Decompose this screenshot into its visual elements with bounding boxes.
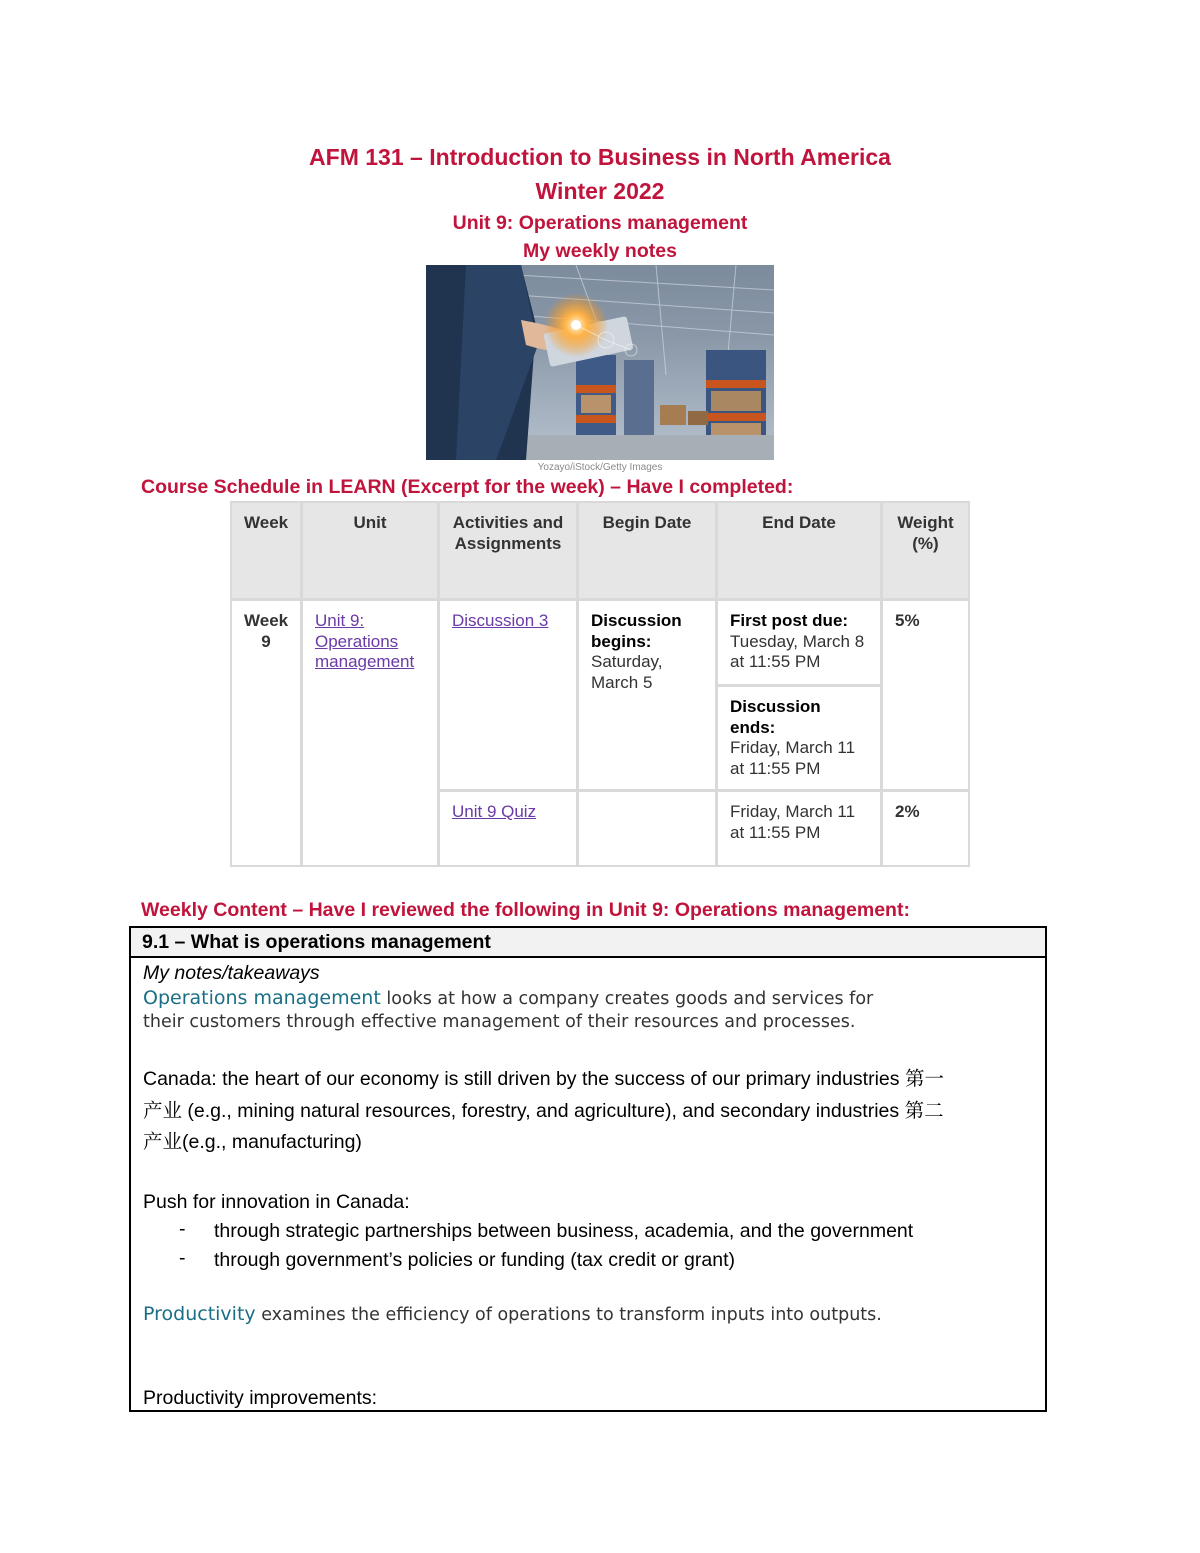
discussion-begin-date: Saturday, March 5 [591,652,663,692]
discussion-begins-label: Discussion begins: [591,611,682,651]
unit-9-link[interactable]: Unit 9: Operations management [315,611,415,671]
header-activities: Activities and Assignments [440,503,576,598]
takeaways-label: My notes/takeaways [143,962,320,984]
productivity-term: Productivity [143,1303,256,1325]
header-unit: Unit [303,503,437,598]
quiz-begin-cell [579,792,715,865]
discussion-ends-cell [718,687,880,789]
ops-definition-line2: their customers through effective management of their resources and processes. [143,1012,856,1032]
page-subtitle: My weekly notes [523,240,677,262]
discussion-weight: 5% [883,601,968,789]
ops-definition-line1 [143,986,1038,1012]
notes-box [129,926,1047,1412]
unit-cell [303,601,437,865]
warehouse-photo [426,265,774,460]
discussion-ends-date: Friday, March 11 at 11:55 PM [730,738,856,778]
push-item-2: through government’s policies or funding (tax credit or grant) [214,1249,735,1271]
ops-def-text: looks at how a company creates goods and services for [380,989,874,1009]
canada-line1: Canada: the heart of our economy is still driven by the success of our primary industries 第一 [143,1068,944,1090]
header-begin-date: Begin Date [579,503,715,598]
quiz-weight: 2% [883,792,968,865]
improvements-heading: Productivity improvements: [143,1387,378,1409]
header-end-date: End Date [718,503,880,598]
discussion-cell [440,601,576,789]
header-weight: Weight (%) [883,503,968,598]
schedule-table [230,501,970,867]
quiz-cell [440,792,576,865]
week-cell: Week 9 [232,601,300,865]
unit-9-quiz-link[interactable]: Unit 9 Quiz [452,802,537,821]
productivity-definition [143,1302,1038,1328]
discussion-3-link[interactable]: Discussion 3 [452,611,549,630]
discussion-ends-label: Discussion ends: [730,697,821,737]
weekly-content-heading: Weekly Content – Have I reviewed the following in Unit 9: Operations management: [141,899,910,921]
ops-term: Operations management [143,987,381,1009]
discussion-begin-cell [579,601,715,789]
schedule-heading: Course Schedule in LEARN (Excerpt for the week) – Have I completed: [141,476,794,498]
first-post-cell [718,601,880,684]
term-title: Winter 2022 [535,178,665,204]
first-post-label: First post due: [730,611,849,630]
push-heading: Push for innovation in Canada: [143,1191,410,1213]
canada-line2: 产业 (e.g., mining natural resources, forestry, and agriculture), and secondary industries 第二 [143,1100,944,1122]
bullet-dash: - [179,1218,186,1240]
bullet-dash: - [179,1247,186,1269]
image-credit: Yozayo/iStock/Getty Images [537,462,663,473]
course-title: AFM 131 – Introduction to Business in North America [309,144,891,170]
quiz-end-date: Friday, March 11 at 11:55 PM [718,792,880,865]
canada-line3: 产业(e.g., manufacturing) [143,1131,362,1153]
productivity-def-text: examines the efficiency of operations to transform inputs into outputs. [255,1305,882,1325]
section-9-1-title: 9.1 – What is operations management [131,928,1045,958]
unit-title: Unit 9: Operations management [452,212,748,234]
first-post-date: Tuesday, March 8 at 11:55 PM [730,631,865,671]
push-item-1: through strategic partnerships between business, academia, and the government [214,1220,914,1242]
header-week: Week [232,503,300,598]
